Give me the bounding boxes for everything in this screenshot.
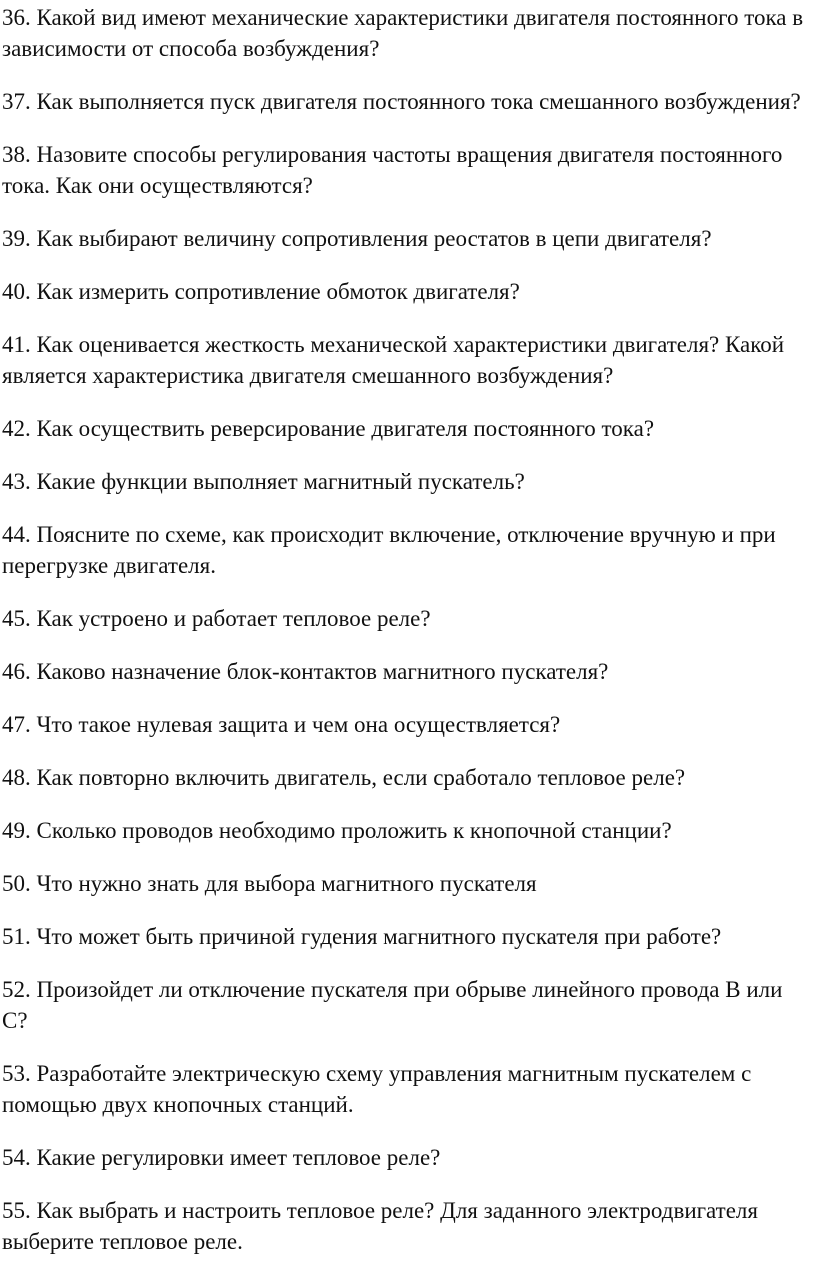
question-50: 50. Что нужно знать для выбора магнитного пускателя bbox=[2, 871, 537, 896]
question-38: 38. Назовите способы регулирования частоты вращения двигателя постоянного тока. Как они осуществляются? bbox=[2, 142, 783, 198]
question-52: 52. Произойдет ли отключение пускателя при обрыве линейного провода В или С? bbox=[2, 977, 783, 1033]
question-42: 42. Как осуществить реверсирование двигателя постоянного тока? bbox=[2, 416, 655, 441]
question-36: 36. Какой вид имеют механические характеристики двигателя постоянного тока в зависимости от способа возбуждения? bbox=[2, 5, 804, 61]
question-45: 45. Как устроено и работает тепловое реле? bbox=[2, 606, 431, 631]
question-46: 46. Каково назначение блок-контактов магнитного пускателя? bbox=[2, 659, 609, 684]
question-49: 49. Сколько проводов необходимо проложить к кнопочной станции? bbox=[2, 818, 672, 843]
question-41: 41. Как оценивается жесткость механической характеристики двигателя? Какой является характеристика двигателя смешанного возбуждения? bbox=[2, 332, 785, 388]
question-51: 51. Что может быть причиной гудения магнитного пускателя при работе? bbox=[2, 924, 722, 949]
question-40: 40. Как измерить сопротивление обмоток двигателя? bbox=[2, 279, 520, 304]
question-44: 44. Поясните по схеме, как происходит включение, отключение вручную и при перегрузке двигателя. bbox=[2, 522, 776, 578]
question-55: 55. Как выбрать и настроить тепловое реле? Для заданного электродвигателя выберите тепловое реле. bbox=[2, 1198, 758, 1254]
question-47: 47. Что такое нулевая защита и чем она осуществляется? bbox=[2, 712, 561, 737]
question-48: 48. Как повторно включить двигатель, если сработало тепловое реле? bbox=[2, 765, 686, 790]
question-37: 37. Как выполняется пуск двигателя постоянного тока смешанного возбуждения? bbox=[2, 89, 801, 114]
question-43: 43. Какие функции выполняет магнитный пускатель? bbox=[2, 469, 525, 494]
question-39: 39. Как выбирают величину сопротивления реостатов в цепи двигателя? bbox=[2, 226, 712, 251]
question-54: 54. Какие регулировки имеет тепловое реле? bbox=[2, 1145, 441, 1170]
question-53: 53. Разработайте электрическую схему управления магнитным пускателем с помощью двух кнопочных станций. bbox=[2, 1061, 752, 1117]
